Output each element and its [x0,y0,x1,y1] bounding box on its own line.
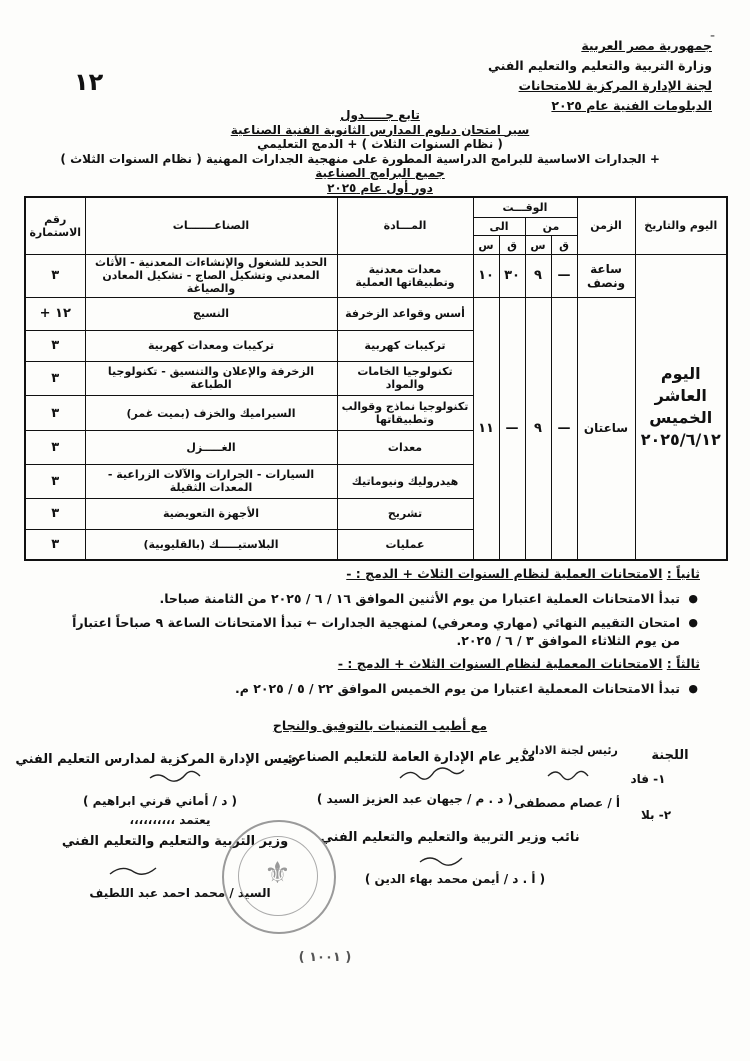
committee-head-signature [548,771,588,779]
header-to-hours: س [473,236,499,254]
page-number: ١٢ [74,68,104,96]
seat-no-cell: ٣ [25,361,85,396]
subject-cell: تكنولوجيا نماذج وقوالب وتطبيقاتها [337,396,473,431]
from-minutes-cell: — [551,254,577,297]
central-admin-name: ( د / أماني قرني ابراهيم ) [82,794,238,808]
deputy-signature [420,858,462,865]
committee-member-2: ٢- بلا [640,808,672,822]
minister-signature [110,868,156,874]
header-time: الوقـــت [473,197,577,218]
seat-no-cell: ٣ [25,254,85,297]
seat-no-cell: ٣ [25,431,85,465]
committee-member-1: ١- فاد [630,772,666,786]
seat-no-cell: ٣ [25,529,85,560]
approved-label: يعتمد ،،،،،،،،،، [129,813,211,827]
central-admin-title: رئيس الإدارة المركزية لمدارس التعليم الفني [15,752,300,767]
committee-line: لجنة الإدارة المركزية للامتحانات [518,78,712,93]
subject-cell: تركيبات كهربية [337,330,473,361]
country-line: جمهورية مصر العربية [581,38,712,53]
to-minutes-cell: — [499,297,525,560]
industries-cell: الغـــــزل [85,431,337,465]
day-line-4: ٢٠٢٥/٦/١٢ [640,429,721,449]
industries-cell: الحديد للشغول والإنشاءات المعدنية - الأثاث المعدني وتشكيل الصاج - تشكيل المعادن والصياغة [85,254,337,297]
bottom-stamp: ( ١٠٠١ ) [298,950,352,965]
header-from-minutes: ق [551,236,577,254]
seat-no-cell: ٣ [25,330,85,361]
industries-cell: البلاستيـــــك (بالقليوبية) [85,529,337,560]
header-to: الى [473,218,525,236]
seat-no-cell: ٣ [25,498,85,529]
committee-head-title: رئيس لجنة الادارة [522,744,618,757]
subject-cell: تشريح [337,498,473,529]
industries-cell: السيارات - الجرارات والآلات الزراعية - المعدات الثقيلة [85,465,337,499]
note-bullet-1: ● تبدأ الامتحانات العملية اعتبارا من يوم الأثنين الموافق ١٦ / ٦ / ٢٠٢٥ من الثامنة صباحا. [20,590,700,608]
to-minutes-cell: ٣٠ [499,254,525,297]
from-minutes-cell: — [551,297,577,560]
subject-cell: أسس وقواعد الزخرفة [337,297,473,330]
minister-title: وزير التربية والتعليم والتعليم الفني [61,834,289,849]
subject-cell: هيدروليك ونيوماتيك [337,465,473,499]
heading-line-6: دور أول عام ٢٠٢٥ [327,180,433,195]
to-hours-cell: ١١ [473,297,499,560]
industries-cell: الزخرفة والإعلان والتنسيق - تكنولوجيا الطباعة [85,361,337,396]
day-line-2: العاشر [654,385,707,405]
seat-no-cell: ٣ [25,465,85,499]
central-admin-signature [150,771,200,781]
third-label: ثالثاً : [666,656,700,671]
year-line: الدبلومات الفنية عام ٢٠٢٥ [551,98,712,113]
industries-cell: النسيج [85,297,337,330]
from-hours-cell: ٩ [525,254,551,297]
seat-no-cell: ٣ [25,396,85,431]
header-period: الزمن [577,197,635,254]
minister-name: السيد / محمد احمد عبد اللطيف [89,886,271,900]
header-to-minutes: ق [499,236,525,254]
deputy-minister-name: ( أ . د / أيمن محمد بهاء الدين ) [364,872,546,886]
heading-line-2: سير امتحان دبلوم المدارس الثانوية الفنية الصناعية [230,122,530,137]
industries-cell: السيراميك والخزف (بميت غمر) [85,396,337,431]
day-line-1: اليوم [660,363,701,383]
industries-cell: تركيبات ومعدات كهربية [85,330,337,361]
from-hours-cell: ٩ [525,297,551,560]
wishes-line: مع أطيب التمنيات بالتوفيق والنجاح [272,718,488,733]
subject-cell: تكنولوجيا الخامات والمواد [337,361,473,396]
period-cell: ساعة ونصف [577,254,635,297]
header-seat-no: رقم الاستمارة [25,197,85,254]
header-subject: المـــادة [337,197,473,254]
note-bullet-2: ● امتحان التقييم النهائي (مهاري ومعرفي) لمنهجية الجدارات ← تبدأ الامتحانات الساعة ٩ صباحاً اعتباراً [20,614,700,632]
eagle-icon: ⚜ [264,856,291,891]
second-title: الامتحانات العملية لنظام السنوات الثلاث + الدمج : - [346,566,663,581]
note-bullet-2-cont: من يوم الثلاثاء الموافق ٣ / ٦ / ٢٠٢٥. [456,633,680,648]
director-name: ( د . م / جيهان عبد العزيز السيد ) [316,792,514,806]
deputy-minister-title: نائب وزير التربية والتعليم والتعليم الفني [320,830,580,845]
director-title: مدير عام الإدارة العامة للتعليم الصناعي [284,750,535,765]
heading-line-3: ( نظام السنوات الثلاث ) + الدمج التعليمي [257,137,503,151]
director-signature [400,768,464,779]
note-bullet-3: ● تبدأ الامتحانات المعملية اعتبارا من يوم الخميس الموافق ٢٢ / ٥ / ٢٠٢٥ م. [20,680,700,698]
heading-line-1: تابع جـــــدول [340,108,420,122]
seat-no-cell: ١٢ + [25,297,85,330]
subject-cell: معدات [337,431,473,465]
header-from-hours: س [525,236,551,254]
ministry-seal [222,820,336,934]
period-cell: ساعتان [577,297,635,560]
committee-head-name: أ / عصام مصطفى [513,796,620,810]
second-label: ثانياً : [666,566,700,581]
industries-cell: الأجهزة التعويضية [85,498,337,529]
ministry-line: وزارة التربية والتعليم والتعليم الفني [487,58,712,73]
header-from: من [525,218,577,236]
header-day-date: اليوم والتاريخ [635,197,727,254]
third-title: الامتحانات المعملية لنظام السنوات الثلاث + الدمج : - [337,656,663,671]
heading-line-4: + الجدارات الاساسية للبرامج الدراسية المطورة على منهجية الجدارات المهنية ( نظام السنوات الثلاث ) [60,151,660,166]
subject-cell: معدات معدنية وتطبيقاتها العملية [337,254,473,297]
committee-label: اللجنة [651,748,689,763]
header-industries: الصناعـــــــات [85,197,337,254]
to-hours-cell: ١٠ [473,254,499,297]
subject-cell: عمليات [337,529,473,560]
corner-mark: - [710,28,716,44]
heading-line-5: جميع البرامج الصناعية [315,166,445,180]
day-line-3: الخميس [649,407,713,427]
